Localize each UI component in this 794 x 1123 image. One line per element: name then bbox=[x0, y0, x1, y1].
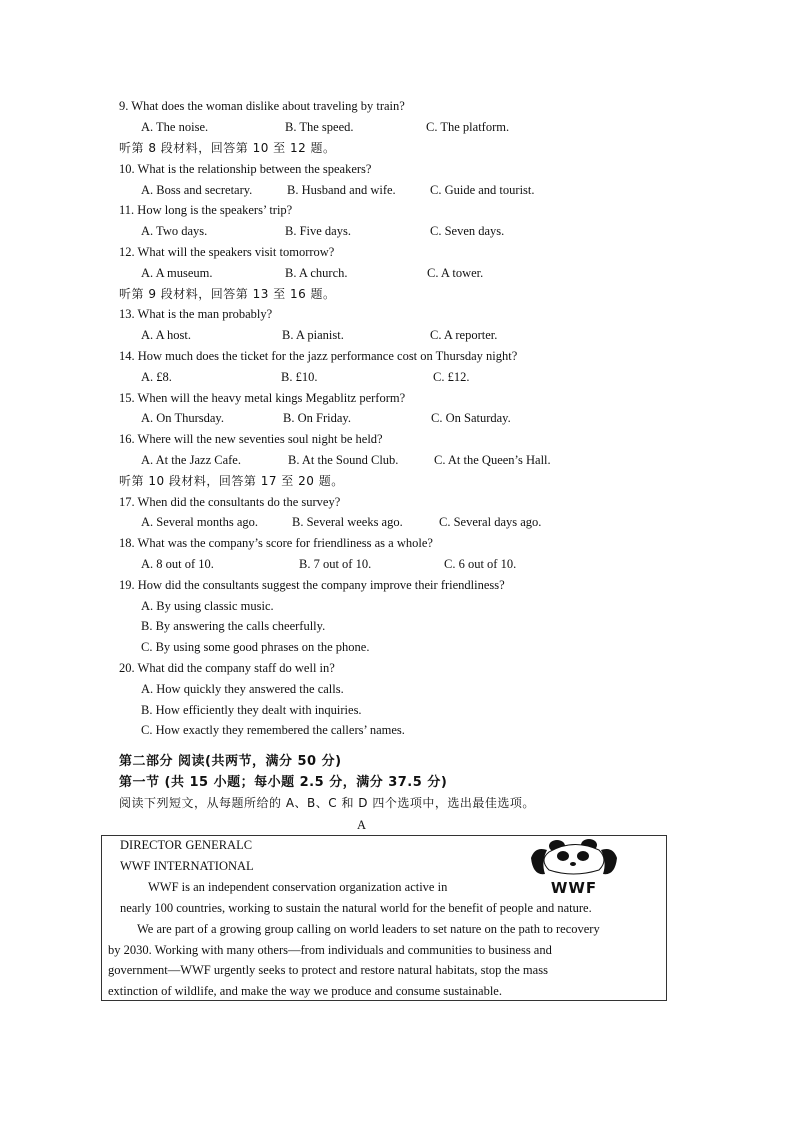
option-18a: A. 8 out of 10. bbox=[141, 557, 214, 571]
option-13c: C. A reporter. bbox=[430, 328, 498, 342]
option-17a: A. Several months ago. bbox=[141, 515, 258, 529]
option-19b: B. By answering the calls cheerfully. bbox=[141, 619, 326, 633]
reading-instruction: 阅读下列短文，从每题所给的 A、B、C 和 D 四个选项中，选出最佳选项。 bbox=[119, 796, 535, 810]
section-heading-8: 听第 8 段材料，回答第 10 至 12 题。 bbox=[119, 141, 336, 155]
option-18b: B. 7 out of 10. bbox=[299, 557, 372, 571]
option-11c: C. Seven days. bbox=[430, 224, 505, 238]
passage-line-3: We are part of a growing group calling on world leaders to set nature on the path to recovery bbox=[137, 922, 600, 936]
option-10c: C. Guide and tourist. bbox=[430, 183, 535, 197]
option-15b: B. On Friday. bbox=[283, 411, 351, 425]
option-15c: C. On Saturday. bbox=[431, 411, 511, 425]
option-10a: A. Boss and secretary. bbox=[141, 183, 253, 197]
option-20b: B. How efficiently they dealt with inquiries. bbox=[141, 703, 362, 717]
section-heading-10: 听第 10 段材料，回答第 17 至 20 题。 bbox=[119, 474, 344, 488]
wwf-panda-logo bbox=[527, 838, 621, 896]
option-16a: A. At the Jazz Cafe. bbox=[141, 453, 241, 467]
passage-line-4: by 2030. Working with many others—from individuals and communities to business and bbox=[108, 943, 552, 957]
section-heading-9: 听第 9 段材料，回答第 13 至 16 题。 bbox=[119, 287, 336, 301]
question-19: 19. How did the consultants suggest the company improve their friendliness? bbox=[119, 578, 505, 592]
question-20: 20. What did the company staff do well in? bbox=[119, 661, 335, 675]
passage-letter: A bbox=[357, 818, 367, 832]
question-17: 17. When did the consultants do the survey? bbox=[119, 495, 341, 509]
passage-line-2: nearly 100 countries, working to sustain the natural world for the benefit of people and nature. bbox=[120, 901, 592, 915]
passage-title-2: WWF INTERNATIONAL bbox=[120, 859, 254, 873]
option-11a: A. Two days. bbox=[141, 224, 208, 238]
question-16: 16. Where will the new seventies soul night be held? bbox=[119, 432, 383, 446]
option-14b: B. £10. bbox=[281, 370, 318, 384]
option-14c: C. £12. bbox=[433, 370, 470, 384]
option-13b: B. A pianist. bbox=[282, 328, 344, 342]
option-12c: C. A tower. bbox=[427, 266, 484, 280]
question-9: 9. What does the woman dislike about traveling by train? bbox=[119, 99, 405, 113]
passage-line-5: government—WWF urgently seeks to protect and restore natural habitats, stop the mass bbox=[108, 963, 548, 977]
option-17c: C. Several days ago. bbox=[439, 515, 542, 529]
passage-title-1: DIRECTOR GENERALC bbox=[120, 838, 253, 852]
option-20a: A. How quickly they answered the calls. bbox=[141, 682, 344, 696]
part2-title: 第二部分 阅读(共两节，满分 50 分) bbox=[119, 754, 342, 769]
option-18c: C. 6 out of 10. bbox=[444, 557, 517, 571]
section1-title: 第一节 (共 15 小题；每小题 2.5 分，满分 37.5 分) bbox=[119, 775, 448, 790]
option-16b: B. At the Sound Club. bbox=[288, 453, 399, 467]
option-9c: C. The platform. bbox=[426, 120, 510, 134]
option-15a: A. On Thursday. bbox=[141, 411, 224, 425]
option-19a: A. By using classic music. bbox=[141, 599, 274, 613]
svg-text:WWF: WWF bbox=[550, 879, 598, 896]
option-10b: B. Husband and wife. bbox=[287, 183, 396, 197]
question-13: 13. What is the man probably? bbox=[119, 307, 273, 321]
option-14a: A. £8. bbox=[141, 370, 172, 384]
option-13a: A. A host. bbox=[141, 328, 192, 342]
question-12: 12. What will the speakers visit tomorrow? bbox=[119, 245, 335, 259]
option-12b: B. A church. bbox=[285, 266, 348, 280]
option-19c: C. By using some good phrases on the phone. bbox=[141, 640, 370, 654]
option-9a: A. The noise. bbox=[141, 120, 209, 134]
option-11b: B. Five days. bbox=[285, 224, 351, 238]
option-9b: B. The speed. bbox=[285, 120, 354, 134]
question-14: 14. How much does the ticket for the jazz performance cost on Thursday night? bbox=[119, 349, 518, 363]
option-20c: C. How exactly they remembered the callers’ names. bbox=[141, 723, 405, 737]
question-15: 15. When will the heavy metal kings Megablitz perform? bbox=[119, 391, 406, 405]
question-10: 10. What is the relationship between the speakers? bbox=[119, 162, 372, 176]
question-18: 18. What was the company’s score for friendliness as a whole? bbox=[119, 536, 433, 550]
passage-line-1: WWF is an independent conservation organization active in bbox=[148, 880, 448, 894]
option-17b: B. Several weeks ago. bbox=[292, 515, 403, 529]
option-12a: A. A museum. bbox=[141, 266, 213, 280]
passage-line-6: extinction of wildlife, and make the way we produce and consume sustainable. bbox=[108, 984, 502, 998]
question-11: 11. How long is the speakers’ trip? bbox=[119, 203, 293, 217]
option-16c: C. At the Queen’s Hall. bbox=[434, 453, 551, 467]
